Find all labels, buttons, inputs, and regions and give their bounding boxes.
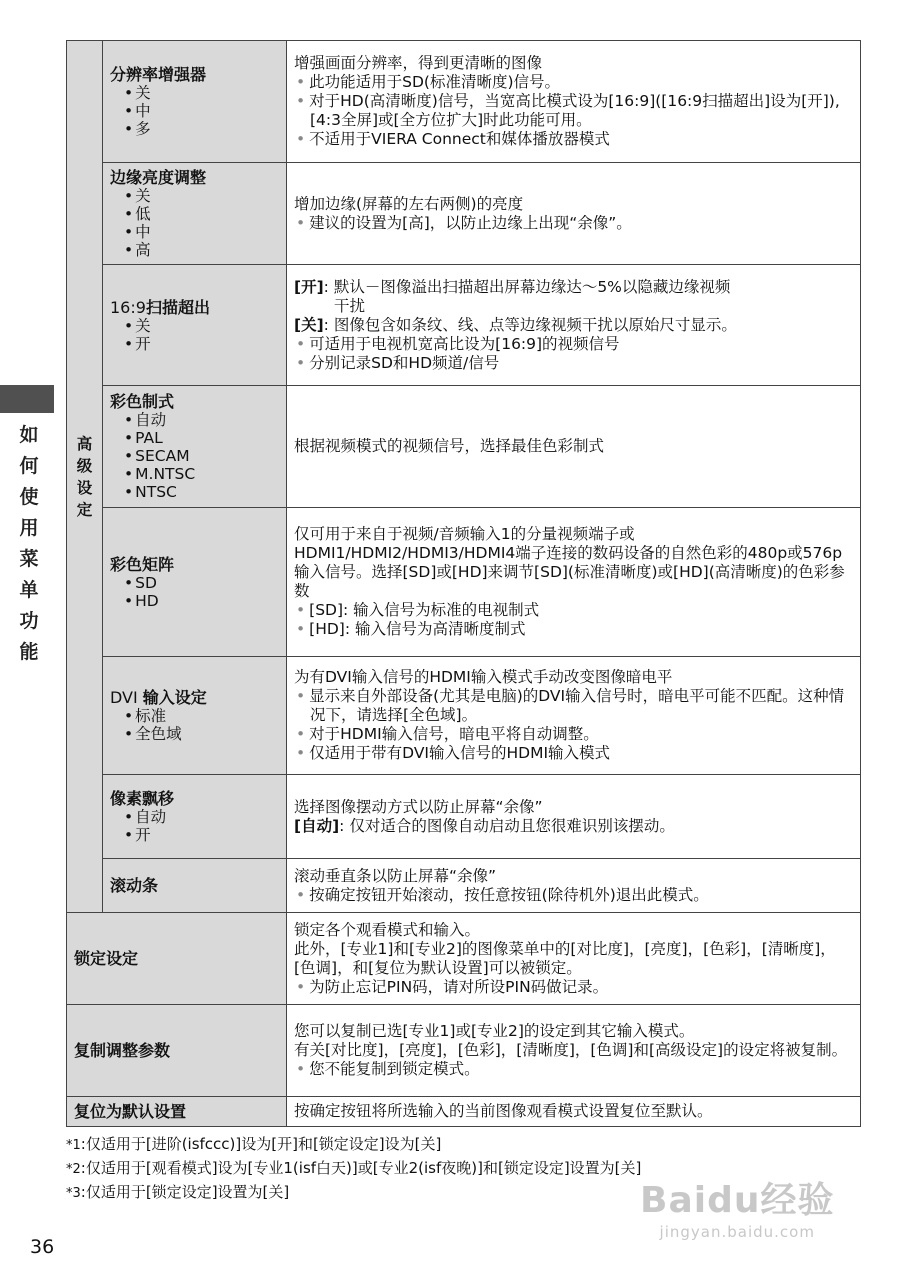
footnote: *3:仅适用于[锁定设定]设置为[关] — [66, 1183, 290, 1201]
table-row — [67, 913, 861, 1005]
setting-description: 滚动垂直条以防止屏幕“余像” • 按确定按钮开始滚动，按任意按钮(除待机外)退出此模式。 — [287, 859, 861, 913]
setting-label: 彩色制式 • 自动 • PAL • SECAM • M.NTSC • NTSC — [103, 386, 287, 508]
table-row — [67, 859, 861, 913]
table-row — [67, 163, 861, 265]
setting-description: 增强画面分辨率，得到更清晰的图像 • 此功能适用于SD(标准清晰度)信号。 • 对于HD(高清晰度)信号，当宽高比模式设为[16:9]([16:9扫描超出]设为[开]),[4:3全屏]或[全方位扩大]时此功能可用。 • 不适用于VIERA Connect和媒体播放器模式 — [287, 41, 861, 163]
setting-description: 仅可用于来自于视频/音频输入1的分量视频端子或HDMI1/HDMI2/HDMI3/HDMI4端子连接的数码设备的自然色彩的480p或576p输入信号。选择[SD]或[HD]来调节[SD](标准清晰度)或[HD](高清晰度)的色彩参数 • [SD]: 输入信号为标准的电视制式 • [HD]: 输入信号为高清晰度制式 — [287, 508, 861, 657]
setting-description: 您可以复制已选[专业1]或[专业2]的设定到其它输入模式。 有关[对比度]，[亮度]，[色彩]，[清晰度]，[色调]和[高级设定]的设定将被复制。 • 您不能复制到锁定模式。 — [287, 1005, 861, 1097]
table-row — [67, 775, 861, 859]
setting-label: 像素飘移 • 自动 • 开 — [103, 775, 287, 859]
footnotes — [66, 1133, 641, 1205]
setting-description: 根据视频模式的视频信号，选择最佳色彩制式 — [287, 386, 861, 508]
table-row — [67, 265, 861, 386]
table-row — [67, 657, 861, 775]
watermark-logo: Baidu经验 — [640, 1180, 835, 1221]
setting-label: 彩色矩阵 • SD • HD — [103, 508, 287, 657]
setting-description: [开]: 默认－图像溢出扫描超出屏幕边缘达～5%以隐藏边缘视频 干扰 [关]: 图像包含如条纹、线、点等边缘视频干扰以原始尺寸显示。 • 可适用于电视机宽高比设为[16:9]的视频信号 • 分别记录SD和HD频道/信号 — [287, 265, 861, 386]
setting-label: 边缘亮度调整 • 关 • 低 • 中 • 高 — [103, 163, 287, 265]
page-number: 36 — [30, 1236, 55, 1258]
setting-description: 选择图像摆动方式以防止屏幕“余像” [自动]: 仅对适合的图像自动启动且您很难识别该摆动。 — [287, 775, 861, 859]
table-row — [67, 508, 861, 657]
section-side-title: 如 何 使 用 菜 单 功 能 — [19, 424, 39, 663]
table-row — [67, 1005, 861, 1097]
watermark — [640, 1172, 834, 1241]
setting-description: 锁定各个观看模式和输入。 此外，[专业1]和[专业2]的图像菜单中的[对比度]，[亮度]，[色彩]，[清晰度]，[色调]，和[复位为默认设置]可以被锁定。 • 为防止忘记PIN码，请对所设PIN码做记录。 — [287, 913, 861, 1005]
setting-label: 16:9扫描超出 • 关 • 开 — [103, 265, 287, 386]
footnote: *1:仅适用于[进阶(isfccc)]设为[开]和[锁定设定]设为[关] — [66, 1135, 442, 1153]
setting-label: 复位为默认设置 — [67, 1097, 287, 1127]
settings-table — [66, 40, 861, 1127]
watermark-url: jingyan.baidu.com — [659, 1223, 815, 1241]
setting-description: 增加边缘(屏幕的左右两侧)的亮度 • 建议的设置为[高]，以防止边缘上出现“余像”。 — [287, 163, 861, 265]
group-label-advanced: 高 级 设 定 — [67, 41, 103, 913]
setting-description: 按确定按钮将所选输入的当前图像观看模式设置复位至默认。 — [287, 1097, 861, 1127]
setting-label: 滚动条 — [103, 859, 287, 913]
section-tab-marker — [0, 385, 54, 413]
setting-label: 锁定设定 — [67, 913, 287, 1005]
table-row — [67, 386, 861, 508]
table-row — [67, 41, 861, 163]
footnote: *2:仅适用于[观看模式]设为[专业1(isf白天)]或[专业2(isf夜晚)]和[锁定设定]设置为[关] — [66, 1159, 642, 1177]
setting-label: DVI 输入设定 • 标准 • 全色域 — [103, 657, 287, 775]
setting-label: 分辨率增强器 • 关 • 中 • 多 — [103, 41, 287, 163]
table-row — [67, 1097, 861, 1127]
setting-label: 复制调整参数 — [67, 1005, 287, 1097]
setting-description: 为有DVI输入信号的HDMI输入模式手动改变图像暗电平 • 显示来自外部设备(尤其是电脑)的DVI输入信号时，暗电平可能不匹配。这种情况下，请选择[全色域]。 • 对于HDMI输入信号，暗电平将自动调整。 • 仅适用于带有DVI输入信号的HDMI输入模式 — [287, 657, 861, 775]
